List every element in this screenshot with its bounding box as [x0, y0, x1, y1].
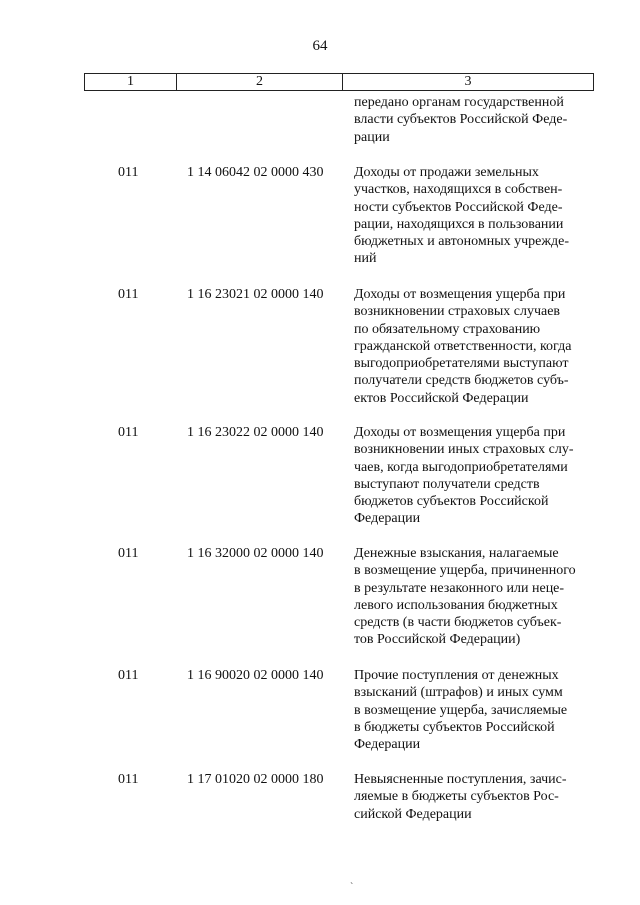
description-line: передано органам государственной — [354, 95, 564, 110]
description-line: по обязательному страхованию — [354, 321, 541, 337]
description-line: в возмещение ущерба, зачисляемые — [354, 702, 568, 718]
budget-classification-code: 1 16 23022 02 0000 140 — [187, 425, 324, 440]
description-line: в результате незаконного или неце- — [354, 580, 565, 596]
income-description — [354, 424, 594, 528]
description-line: гражданской ответственности, когда — [354, 338, 572, 354]
income-description — [354, 545, 594, 649]
description-line: бюджетных и автономных учрежде- — [354, 234, 570, 250]
column-header-3: 3 — [464, 74, 472, 89]
budget-classification-code: 1 17 01020 02 0000 180 — [187, 772, 324, 787]
description-line: Невыясненные поступления, зачис- — [354, 772, 567, 787]
budget-classification-code: 1 16 23021 02 0000 140 — [187, 287, 324, 302]
admin-code: 011 — [118, 165, 139, 180]
admin-code: 011 — [118, 772, 139, 787]
description-line: ний — [354, 251, 377, 267]
page-number: 64 — [312, 38, 328, 54]
column-header-2: 2 — [177, 74, 343, 90]
budget-classification-code: 1 16 32000 02 0000 140 — [187, 546, 324, 561]
description-line: выгодоприобретателями выступают — [354, 356, 569, 372]
description-line: левого использования бюджетных — [354, 597, 558, 613]
table-header — [84, 73, 594, 91]
description-line: получатели средств бюджетов субъ- — [354, 373, 569, 389]
description-line: ляемые в бюджеты субъектов Рос- — [354, 789, 559, 805]
description-line: выступают получатели средств — [354, 476, 540, 492]
income-description — [354, 667, 594, 753]
description-line: возникновении страховых случаев — [354, 304, 561, 320]
description-line: Прочие поступления от денежных — [354, 668, 559, 683]
continuation-description — [354, 94, 594, 146]
description-line: Доходы от продажи земельных — [354, 165, 539, 180]
income-description — [354, 286, 594, 407]
column-header-1: 1 — [85, 74, 177, 90]
budget-classification-code: 1 16 90020 02 0000 140 — [187, 668, 324, 683]
admin-code: 011 — [118, 425, 139, 440]
description-line: Денежные взыскания, налагаемые — [354, 546, 559, 561]
admin-code: 011 — [118, 668, 139, 683]
description-line: взысканий (штрафов) и иных сумм — [354, 685, 563, 701]
description-line: в бюджеты субъектов Российской — [354, 719, 555, 735]
description-line: в возмещение ущерба, причиненного — [354, 563, 576, 579]
admin-code: 011 — [118, 287, 139, 302]
description-line: тов Российской Федерации) — [354, 632, 521, 648]
budget-classification-code: 1 14 06042 02 0000 430 — [187, 165, 324, 180]
description-line: участков, находящихся в собствен- — [354, 182, 563, 198]
description-line: средств (в части бюджетов субъек- — [354, 615, 562, 631]
description-line: рации, находящихся в пользовании — [354, 216, 564, 232]
admin-code: 011 — [118, 546, 139, 561]
description-line: возникновении иных страховых слу- — [354, 442, 574, 458]
description-line: чаев, когда выгодоприобретателями — [354, 459, 568, 475]
description-line: Федерации — [354, 511, 421, 527]
income-description — [354, 164, 594, 268]
description-line: бюджетов субъектов Российской — [354, 494, 549, 510]
description-line: Доходы от возмещения ущерба при — [354, 425, 566, 440]
description-line: сийской Федерации — [354, 806, 472, 822]
income-description — [354, 771, 594, 823]
description-line: власти субъектов Российской Феде- — [354, 112, 568, 128]
description-line: рации — [354, 129, 390, 145]
description-line: ектов Российской Федерации — [354, 390, 529, 406]
description-line: Доходы от возмещения ущерба при — [354, 287, 566, 302]
scan-artifact-mark: ˋ — [350, 882, 354, 893]
description-line: ности субъектов Российской Феде- — [354, 199, 563, 215]
description-line: Федерации — [354, 737, 421, 753]
